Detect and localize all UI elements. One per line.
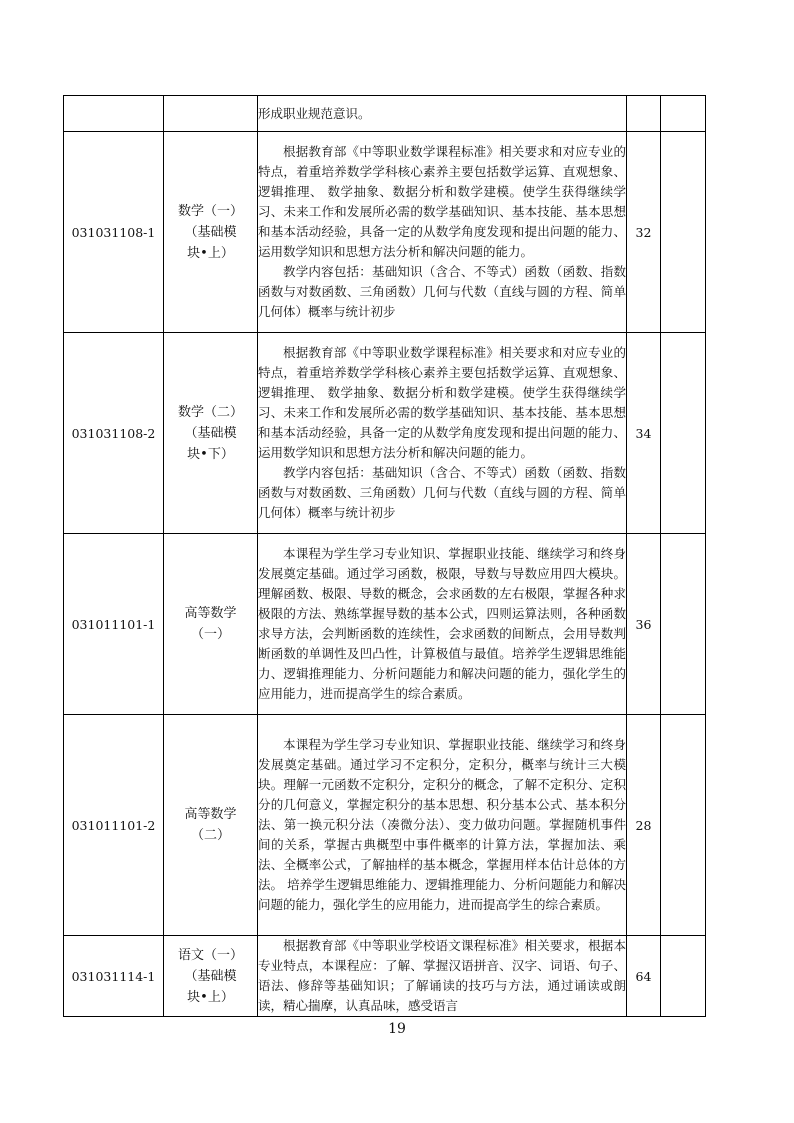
course-hours: 28 — [627, 715, 661, 936]
course-name — [164, 132, 258, 333]
course-description — [258, 333, 627, 534]
course-name-line: （一） — [190, 627, 230, 642]
course-name — [164, 715, 258, 936]
table-row — [64, 715, 706, 936]
course-code: 031031108-2 — [64, 333, 164, 534]
description-paragraph: 根据教育部《中等职业数学课程标准》相关要求和对应专业的特点，着重培养数学学科核心素养主要包括数学运算、直观想象、逻辑推理、 数学抽象、数据分析和数学建模。使学生获得继续学习、未来工作和发展所必需的数学基础知识、基本技能、基本思想和基本活动经验，具备一定的从数学角度发现和提出问题的能力、运用数学知识和思想方法分析和解决问题的能力。 — [258, 144, 626, 259]
course-name-line: 块•下） — [187, 446, 234, 462]
course-code: 031011101-1 — [64, 534, 164, 715]
course-name-line: 数学（二） — [177, 404, 243, 420]
course-name-line: （基础模 — [184, 968, 237, 984]
course-hours: 34 — [627, 333, 661, 534]
description-paragraph: 教学内容包括：基础知识（含合、不等式）函数（函数、指数函数与对数函数、三角函数）几何与代数（直线与圆的方程、简单几何体）概率与统计初步 — [258, 465, 626, 520]
course-description — [258, 715, 627, 936]
note-cell — [661, 333, 706, 534]
description-paragraph: 本课程为学生学习专业知识、掌握职业技能、继续学习和终身发展奠定基础。通过学习不定积分，定积分，概率与统计三大模块。理解一元函数不定积分，定积分的概念，了解不定积分、定积分的几何意义，掌握定积分的基本思想、积分基本公式、基本积分法、第一换元积分法（凑微分法）、变力做功问题。掌握随机事件间的关系，掌握古典概型中事件概率的计算方法，掌握加法、乘法、全概率公式，了解抽样的基本概念，掌握用样本估计总体的方法。 培养学生逻辑思维能力、逻辑推理能力、分析问题能力和解决问题的能力，强化学生的应用能力，进而提高学生的综合素质。 — [258, 737, 626, 912]
note-cell — [661, 534, 706, 715]
code-cell — [64, 96, 164, 132]
name-cell — [164, 96, 258, 132]
note-cell — [661, 96, 706, 132]
description-paragraph: 教学内容包括：基础知识（含合、不等式）函数（函数、指数函数与对数函数、三角函数）几何与代数（直线与圆的方程、简单几何体）概率与统计初步 — [258, 264, 626, 319]
table-row — [64, 333, 706, 534]
description-text: 形成职业规范意识。 — [258, 105, 371, 121]
page-number: 19 — [388, 1021, 406, 1037]
course-hours: 64 — [627, 936, 661, 1017]
course-name-line: （基础模 — [184, 425, 237, 441]
description-paragraph: 根据教育部《中等职业学校语文课程标准》相关要求，根据本专业特点，本课程应：了解、掌握汉语拼音、汉字、词语、句子、语法、修辞等基础知识；了解诵读的技巧与方法，通过诵读或朗读，精心揣摩，认真品味，感受语言 — [258, 938, 626, 1013]
course-name-line: 数学（一） — [177, 203, 243, 219]
note-cell — [661, 132, 706, 333]
course-hours: 32 — [627, 132, 661, 333]
table-row — [64, 936, 706, 1017]
course-name-line: 块•上） — [187, 245, 234, 261]
course-description — [258, 132, 627, 333]
course-name-line: 高等数学 — [184, 807, 237, 822]
description-paragraph: 根据教育部《中等职业数学课程标准》相关要求和对应专业的特点，着重培养数学学科核心素养主要包括数学运算、直观想象、逻辑推理、 数学抽象、数据分析和数学建模。使学生获得继续学习、未来工作和发展所必需的数学基础知识、基本技能、基本思想和基本活动经验，具备一定的从数学角度发现和提出问题的能力、运用数学知识和思想方法分析和解决问题的能力。 — [258, 345, 626, 460]
course-table — [63, 95, 706, 1017]
description-cell — [258, 96, 627, 132]
course-name-line: （基础模 — [184, 224, 237, 240]
course-description — [258, 936, 627, 1017]
course-name-line: 语文（一） — [177, 947, 243, 963]
course-code: 031011101-2 — [64, 715, 164, 936]
table-row-continuation — [64, 96, 706, 132]
course-name-line: （二） — [190, 828, 230, 843]
course-hours: 36 — [627, 534, 661, 715]
note-cell — [661, 715, 706, 936]
course-name — [164, 333, 258, 534]
course-name-line: 块•上） — [187, 989, 234, 1005]
course-name-line: 高等数学 — [184, 606, 237, 621]
course-description — [258, 534, 627, 715]
course-name — [164, 534, 258, 715]
course-code: 031031114-1 — [64, 936, 164, 1017]
course-name — [164, 936, 258, 1017]
table-row — [64, 132, 706, 333]
description-paragraph: 本课程为学生学习专业知识、掌握职业技能、继续学习和终身发展奠定基础。通过学习函数，极限，导数与导数应用四大模块。理解函数、极限、导数的概念，会求函数的左右极限，掌握各种求极限的方法、熟练掌握导数的基本公式，四则运算法则，各种函数求导方法，会判断函数的连续性，会求函数的间断点，会用导数判断函数的单调性及凹凸性，计算极值与最值。培养学生逻辑思维能力、逻辑推理能力、分析问题能力和解决问题的能力，强化学生的应用能力，进而提高学生的综合素质。 — [258, 546, 626, 701]
course-code: 031031108-1 — [64, 132, 164, 333]
table-row — [64, 534, 706, 715]
note-cell — [661, 936, 706, 1017]
hours-cell — [627, 96, 661, 132]
